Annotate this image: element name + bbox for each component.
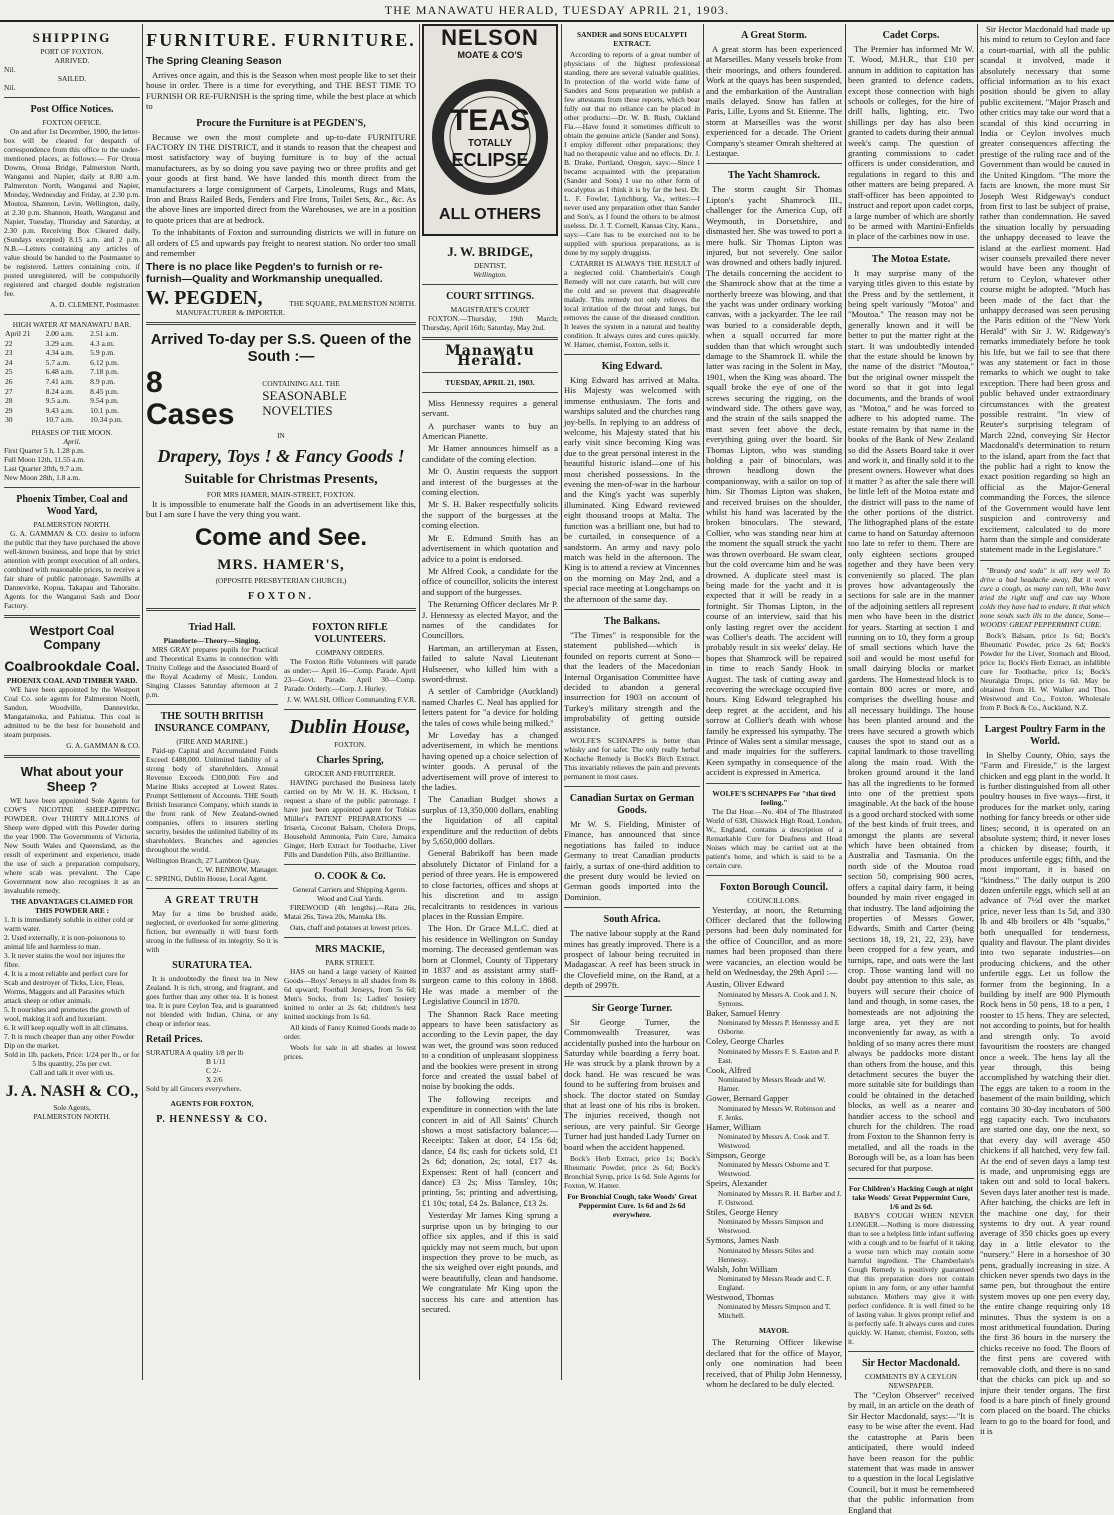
motoa-body: It may surprise many of the varying titles given to this estate by the Press and by the settlement, it being spelt variously "Motoa" and "Moutoa." The reason may not be generally known and it will be better to put the matter right at the start. It was undoubtedly intended that the estate should be known by the name of the district "Moutoa," but the original owner misspelt the word so that it got into legal documents, and the brands of wool as "Motoa," and he was forced to adhere to his adopted name. The estate remains by that name in the books of the Bank of New Zealand so did the Assets Board take it over and work it, and finally sold it to the present owners. However what does it matter ? as after the sale there will be little left of the Motoa estate and the district will pass to the name of the other portions of the district. The lithographed plans of the estate came to hand on Saturday afternoon too late to refer to them. There are only eighteen sections grouped together and they have been very conveniently so placed. The plan proves how advantageously the sections for sale are in the manner of the adjoining settlers all represent men who have been in the district for years. Starting at section 1 and running on to 10, they form a group of small sections which have the soil and would be most useful for small dairying blocks or market gardens. The Homestead block is to contain 800 acres or more, and comprises the dwelling house and all necessary buildings. The house has been planted around and the trees have secured a growth which causes the spot to stand out as a capital landmark to those travelling along the main road. With the broken ground around it the land has all the ingredients to be formed into one of the prettiest spots imaginable. At the back of the house is a good orchard stocked with some of the best kinds of fruit trees, and amongst the plants are several which have been obtained from Australia and Tasmania. On the north side of the Moutoa road section 50, comprising 900 acres, offers a capital dairy farm, it being bounded by main river engaged in that industry. The land adjoining the properties of Messrs Gower, Edwards, Smith and Carter (being sections 18, 19, 21, 22, 23), have been cropped for a few years, and turnips, rape, and oats were the last crop. Those wanting land will no doubt pay attention to this sale, as buyers will secure their choice of land and though, in some cases, the homesteads are not adjoining the large area, yet they are not inconveniently far away, as with a holding of so many acres there must always be paddocks more distant than others from the house, and this detachment secures the buyer the more suitable site for buildings than could be obtained in the detached blocks, as well as a nearer and handier access to the school and church for the children. The road from Foxton to the Shannon ferry is metalled, and all the roads in the Borough will be, as a loan has been secured for that purpose. [848,267,974,1173]
foxton-body: To the inhabitants of Foxton and surrounding districts we will in future on all orders of £5 and upwards pay freight to nearest station. No order too small and remember [146,227,416,259]
pegden-name: W. PEGDEN, [146,286,263,309]
local-item: The Hon. Dr Grace M.L.C. died at his residence in Wellington on Sunday morning. The deceased gentleman was born at Clonmel, County of Tipperary in 1837 and as assistant army staff-surgeon came to this colony in 1868. He was made a member of the Legislative Council in 1870. [422,923,558,1007]
nominee-name: Gower, Bernard Gapper [706,1093,789,1104]
south-british-body: Paid-up Capital and Accumulated Funds Exceed £488,000. Unlimited liability of a strong body of shareholders. Annual Revenue Exceeds £300,000. Fire and Marine Risks accepted at Lowest Rates. Prompt Settlement of Accounts. THE South British Insurance Company, which stands in the front rank of New Zealand-owned companies, offers to insurers sterling security, besides the unlimited liability of its shareholders. Branches and agencies throughout the world. [146,746,278,855]
bridge-role: DENTIST, [473,261,507,270]
nelson-all: ALL OTHERS [439,206,541,224]
advantage-item: 7. It is much cheaper than any other Powder Dip on the market. [4,1031,135,1050]
local-item: The following receipts and expenditure in connection with the late concert in aid of All Saints' Church shows a most satisfactory balance:—Receipts: Taken at door, £4 15s 6d; dance, £4 8s; cash for tickets sold, £1 2s 6d; donation, 2s; total, £17 4s. Expenses: Rent of hall (concert and dance) £3 2s; Miss Tansley, 10s; printing, 5s; printing and advertising, £1 10s; total, £4 2s. Balance, £13 2s. [422,1093,558,1208]
grocer-line: GROCER AND FRUITERER. [304,769,396,779]
advantage-item: 4. It is a most reliable and perfect cure for Scab and destroyer of Ticks, Lice, Fleas, Worms, Maggots and all Parasites which attack sheep or other animals. [4,968,128,1005]
bock-balsam: Bock's Balsam, price 1s 6d; Bock's Rheumatic Powder, price 2s 6d; Bock's Powder for the Liver, Stomach and Blood, price 1s; Bock's Herb Extract, an infallible cure for Toothache, price 1s; Bock's Neuralgia Drops, price 1s 6d. May be obtained from H. W. Walker and Thos. Westwood and Co., Foxton. Wholesale from P. Bock & Co., Auckland, N.Z. [980,630,1110,712]
divider [422,372,558,373]
column-3 [422,24,558,1380]
divider [848,247,974,248]
nominator-line: Nominated by Messrs F. S. Easton and P. East. [718,1046,840,1065]
tide-row: 24 5.7 a.m. 6.12 p.m. [5,357,119,367]
nominator-line: Nominated by Messrs A. Cook and T. Westwood. [718,1131,830,1150]
triad-title: Triad Hall. [188,622,236,634]
timber-title: Phoenix Timber, Coal and Wood Yard, [16,493,128,517]
moon-line: New Moon 28th, 1.8 a.m. [4,472,80,482]
tide-row: 30 10.7 a.m. 10.34 p.m. [5,415,123,425]
cook-yards: Wood and Coal Yards. [316,894,384,904]
suitable-line: Suitable for Christmas Presents, [184,471,378,487]
motoa-title: The Motoa Estate. [871,253,951,265]
wolfe-body: The Dat Hear.—No. 404 of The Illustrated World of 638, Chiswick High Road, London, W., England, contains a description of a Remarkable Cure for Deafness and Head Noises which may be carried out at the patient's home, and which is said to be a certain cure. [706,806,842,870]
court-title: COURT SITTINGS. [446,291,534,302]
nelson-totally-text: TOTALLY [467,138,513,150]
wolfe-body: WOLFE'S SCHNAPPS is better than whisky and for safer. The only really herbal Kochache Remedy is Bock's Birch Extract. This invariably relieves the pain and prevents permanent in most cases. [564,736,700,781]
nash-title: J. A. NASH & CO., [5,1082,139,1100]
column-rule [419,24,420,1380]
oats-line: Oats, chaff and potatoes at lowest prices. [290,923,411,933]
wellington-branch: Wellington Branch, 27 Lambton Quay. [146,856,261,866]
column-2 [146,24,416,1380]
nominee-name: Symons, James Nash [706,1235,779,1246]
local-item: Yesterday Mr James King sprung a surprise upon us by bringing to our office six apples, and if this is said quickly may not seem much, but upon inspection they prove to be much, as the six weighed over eight pounds, and were beautifully, clean and handsome. We congratulate Mr King upon the success his care and attention has secured. [422,1210,558,1314]
charles-spring: Charles Spring, [316,755,384,767]
local-item: Hartman, an artilleryman at Essen, failed to salute Naval Lieutenant Hulseener, who killed him with a sword-thrust. [422,642,558,684]
king-title: King Edward. [601,361,663,372]
nash-place: PALMERSTON NORTH. [33,1111,111,1121]
local-item: A settler of Cambridge (Auckland) named Charles C. Neal has applied for letters patent for "a device for holding the tales of cows while being milked." [422,686,558,728]
nominee-name: Speirs, Alexander [706,1178,768,1189]
divider [706,163,842,164]
column-4 [564,24,700,1380]
herald-title: Manawatu Herald. [445,343,535,370]
mackie-wools: Wools for sale in all shades at lowest prices. [284,1043,416,1062]
tide-row: April 21 2.00 a.m. 2.51 a.m. [5,329,119,338]
mayor-title: MAYOR. [759,1326,789,1336]
phoenix-line: PHOENIX COAL AND TIMBER YARD. [6,675,138,685]
port-line: PORT OF FOXTON. [40,47,104,56]
nil-sailed: Nil. [4,83,16,92]
timber-body: G. A. GAMMAN & CO. desire to inform the public that they have purchased the above well-known business, and hope that by strict attention with prompt execution of all orders, combined with reasonable prices, to receive a fair share of public patronage. Sawmills at Dannevirke, Kopua, Takapau and Tahoraite. Agents for the Wanganui Sash and Door Factory. [4,528,140,610]
sheep-body: WE have been appointed Sole Agents for COW'S NICOTINE SHEEP-DIPPING POWDER. Over THIRTY MILLIONS of Sheep were dipped with this Powder during the year 1900. The Governments of Victoria, New South Wales and Queensland, as the result of experiment and experience, made the use of such a preparation compulsory, where scab was prevalent. The Cape Government now also recognises it as an invaluable remedy. [4,795,140,895]
canadian-title: Canadian Surtax on German Goods. [569,793,695,816]
nelson-teas-text: TEAS [449,104,531,138]
pegden-block [146,288,416,308]
column-5 [706,24,842,1389]
south-british-title: THE SOUTH BRITISH INSURANCE COMPANY, [154,711,270,735]
truth-title: A GREAT TRUTH [164,895,260,907]
divider [706,875,842,876]
divider [848,1178,974,1179]
advantages-title: THE ADVANTAGES CLAIMED FOR THIS POWDER ARE : [10,896,134,915]
balkans-body: "The Times" is responsible for the statement published—which is founded on reports current at Sono—that the leaders of the Macedonian Internal Organisation Committee have decided to abandon a general insurrection for 1903 on account of Turkey's military strength and the improbability of getting outside assistance. [564,629,700,734]
company-orders: COMPANY ORDERS. [315,648,385,658]
tide-row: 25 6.48 a.m. 7.18 p.m. [5,367,119,377]
procure-line: Procure the Furniture is at PEGDEN'S, [196,117,366,129]
rifle-body: The Foxton Rifle Volunteers will parade as under:— April 16—Comp. Parade. April 23—Govt. Parade. April 30—Comp. Parade. Orderly.—Corp. J. Hurley. [284,657,416,694]
westport-sign: G. A. GAMMAN & CO. [66,740,140,750]
retail-line: SURATURA A quality 1/8 per lb [146,1048,244,1058]
mackie-body: HAS on hand a large variety of Knitted Goods—Boys' Jerseys in all shades from 8s 6d upward; Football Jerseys, from 5s 6d; Men's Socks, from 1s; Ladies' hosiery knitted to order at 2s 6d; children's best knitted stockings from 1s 6d. [284,967,416,1022]
sander-title: SANDER and SONS EUCALYPTI EXTRACT. [576,30,687,48]
nelson-tea-advert [422,24,558,236]
ceylon-title: COMMENTS BY A CEYLON NEWSPAPER. [865,1372,957,1391]
mackie-fancy: All kinds of Fancy Knitted Goods made to order. [284,1023,416,1042]
column-rule [703,24,704,1380]
local-item: Mr Hamer announces himself as a candidate of the coming election. [422,443,558,464]
sheep-title: What about your Sheep ? [20,763,124,794]
column-7 [980,24,1110,1437]
nil-arrived: Nil. [4,65,16,74]
nominee-list [706,979,842,1320]
spring-body: Arrives once again, and this is the Season when most people like to set their house in order. There is a time for everything, and THE BEST TIME TO FURNISH OR RE-FURNISH is the spring time, while the best place at which to [146,70,416,112]
agents-title: AGENTS FOR FOXTON, [170,1099,254,1109]
advantage-item: 1. It is immediately soluble in either cold or warm water. [4,914,134,933]
containing-line: CONTAINING ALL THE [262,379,340,388]
bridge-title: J. W. BRIDGE, [447,244,533,259]
nominee-name: Walsh, John William [706,1263,778,1274]
post-office-body: On and after 1st December, 1900, the letter-box will be cleared for despatch of correspondence from this office to the under-mentioned places, as follows:— For Oroua Downs, Oroua Bridge, Palmerston North, Wanganui and Napier, daily at 8.80 a.m. Palmerston North, Wanganui and Napier, Monday, Wednesday and Friday, at 2.30 p.m. Moutoa, Shannon, Levin, Wellington, daily, at 2.30 p.m. Shannon, Heath, Wanganui and Napier, Tuesday, Thursday and Saturday, at 2.30 p.m. Receiving Box Cleared daily, (Sundays excepted) 8.15 a.m. and 2 p.m. N.B.—Letters containing any articles of value should be handed to the Postmaster to be registered. Letters containing coin, if posted unregistered, will be compulsorily registered and charged double registration fee. [4,127,140,298]
opposite-line: (OPPOSITE PRESBYTERIAN CHURCH,) [215,576,347,586]
tide-title: HIGH WATER AT MANAWATU BAR. [12,320,132,329]
nominee-name: Stiles, George Henry [706,1206,779,1217]
call-line: Call and talk it over with us. [30,1067,114,1077]
local-item: General Babrikoff has been made absolutely Dictator of Finland for a period of three years. He is empowered to close factories, offices and shops at his discretion and to assign recalcitrants to residences in various places in the Russian Empire. [422,848,558,921]
king-body: King Edward has arrived at Malta. His Majesty was welcomed with immense enthusiasm. The forts and warships saluted and the churches rang joy-bells. In replying to an address of welcome, his Majesty stated that his early visit since becoming King was due to the great personal interest in the beautiful historic island—one of his most cherished possessions. In the evening the men-of-war in the harbour and the King's yacht was superbly illuminated. King Edward reviewed eight thousand troops at Malta. The function was a brilliant one, but had to be curtailed, in consequence of a sandstorm. An army and navy polo match was held in the afternoon. The King is to attend a review at Vincennes on the morning on May 2nd, and a special race meeting at Longchamps on the afternoon of the same day. [564,375,700,604]
cases-detail [262,379,416,418]
divider [146,608,416,611]
arrived-title: Arrived To-day per S.S. Queen of the South :— [150,330,412,365]
mackie-street: PARK STREET. [325,958,375,968]
local-item: Mr Alfred Cook, a candidate for the office of councillor, solicits the interest and support of the burgesses. [422,565,558,597]
nelson-co: MOATE & CO'S [457,50,523,60]
poultry-body: In Shelby County, Ohio, says the "Farm and Fireside," is the largest chicken and egg plant in the world. It is further distinguished from all other poultry houses in five ways—first, it produces for the market only, caring nothing for fancy breeds or other side lines; second, it is operated on an absolute system; third, it never loses a chicken by disease; fourth, it produces unfertile eggs; fifth, and the most important, it is based on "kindness." The daily output is 200 dozen unfertile eggs, which sell at an advance of 7½d over the market price, never less than 1s 5d, and 330 lb and 4lb broilers or 4lb "squabs," both unequalled for tenderness, quality and flavour. The plant divides into two separate industries—on producing chickens, and the other unfertile eggs. Let us follow the former from the beginning. In a building by itself are 900 Plymouth Rock hens in 50 pens, 18 to a pen, 1 rooster to 15 hens. They are selected, not according to points, but for health and strength only. To avoid favouritism the roosters are changed once a week. The hens lay all the year through, this being accomplished by watching their diet. The eggs are taken to a room in the basement of the main building, which contains 30 30-day incubators of 500 egg capacity each. Two incubators are started one day, one the next, so that every day will average 450 chickens if all hatched, very few fail. At the end of seven days a lamp test is made, and unpromising eggs are taken out and sold to local bakers. Seven days later another test is made. After hatching, the chicks are left in the machine one day, for their systems to dry out. A year round average of 350 chicks goes up every day in a little elevator to the "nursery." Here in a horseshoe of 30 pens, gradually increasing in size. A chicken never spends two days in the same pen, but throughout the entire system moves up one pen every day, the entire change requiring only 18 minutes. Thus the system is on a most arithmetical foundation. During the first 36 hours in the nursery the chicks receive no food. The floors of the first pens are covered with removable cloth, and there is no sand that the chicks can pick up and so injure their tender organs. The first food is a bare pinch of finely ground corn placed on the board. The chicks learn to go to the board for food, and it is [980,749,1110,1437]
retail-line: X 2/6 [206,1075,223,1085]
cadet-body: The Premier has informed Mr W. T. Wood, M.H.R., that £10 per annum in addition to capitation has been granted to defence cadets, except those connection with high schools or colleges, for the hire of drill halls, lighting, etc. Two shillings per day has also been granted to cadets during their annual week's camp. The question of granting commissions to cadet officers is under consideration, and regulations in regard to this and other matters are being prepared. A staff-officer has been appointed to instruct and report upon cadet corps, a large number of which are shortly to be armed with Martini-Enfields in place of the carbines now in use. [848,44,974,242]
cases-row [146,367,416,431]
nominator-line: Nominated by Messrs Simpson and Westwood. [718,1217,824,1236]
advantage-item: 5. It nourishes and promotes the growth of wool, making it soft and luxuriant. [4,1004,130,1023]
storm-title: A Great Storm. [741,30,807,41]
divider [4,615,140,618]
moon-title: PHASES OF THE MOON. [31,427,113,437]
nominee-name: Baker, Samuel Henry [706,1007,780,1018]
local-item: Mr Loveday has a changed advertisement, in which he mentions having opened up a choice selection of winter goods. A perusal of the advertisement will prove of interest to the ladies. [422,730,558,793]
nelson-eclipse-text: ECLIPSE [451,150,529,171]
bridge-place: Wellington. [473,270,507,279]
sander-body: According to reports of a great number of physicians of the highest professional standing, there are several valuable qualities. In protection of the world wide fame of Sanders and Sons preparation we publish a few attestants from these reports, which bear fully out that no reliance can be placed in other products:—Dr. W. B. Rush, Oakland Fla.—Have found it sometimes difficult to obtain the genuine article (Sander and Sons). I employ different other preparations; they had no therapeutic value and no effects. Dr. J. B. Drake, Portland, Oregon, says:—Since I became acquainted with the preparation (Sander and Sons) I use no other form of eucalyptus as I think it is by far the best. Dr. L. F. Fowler, Lynchburg, Va., writes:—I never used any preparation other than Sander and Son's, as I found the others to be almost useless. Dr. J. T. Cornell, Kansas City, Kans., says:—Care has to be exercised not to be supplied with spurious preparations, as is done by my supply druggists. [564,50,700,257]
column-rule [977,24,978,1380]
nominator-line: Nominated by Messrs Osborne and T. Westwood. [718,1160,830,1179]
divider [848,1351,974,1352]
nominator-line: Nominated by Messrs Reade and C. F. England. [718,1273,832,1292]
turner-title: Sir George Turner. [591,1002,673,1014]
procure-body: Because we own the most complete and up-to-date FURNITURE FACTORY IN THE DISTRICT, and it stands to reason that the cheapest and most satisfactory way of buying furniture is to buy of the actual manufacturers, as by so doing you save paying two or three profits and get your goods at first hand. We have landed this month direct from the manufacturers a large consignment of Carpets, Linoleums, Rugs and Mats, Iron and Brass Railed Beds, Fenders and Fire Irons, Toilet Sets, &c., &c. As the above lines are imported direct from the Warehouses, we are in a position to quote prices that are at bedrock. [146,131,416,225]
coalbrookdale-title: Coalbrookdale Coal. [4,657,140,674]
postmaster: A. D. CLEMENT, Postmaster. [50,300,140,309]
court-sub: MAGISTRATE'S COURT [450,305,530,314]
mrs-hamer: MRS. HAMER'S, [217,557,345,574]
council-body: Yesterday, at noon, the Returning Officer declared that the following persons had been duly nominated for the office of Councillor, and as more names had been proposed than there were vacancies, an election would be held on Wednesday, the 29th April :— [706,904,842,978]
divider [4,755,140,758]
canadian-body: Mr W. S. Fielding, Minister of Finance, has announced that since negotiations has failed to induce Germany to treat Canadian products fairly, a surtax of one-third addition to the present duty would be levied on German goods imported into the Dominion. [564,819,700,902]
lower-left [146,616,278,1128]
local-item: The Shannon Rack Race meeting appears to have been satisfactory as according to the Levin paper, the day was wet, the ground was soon reduced to a condition of unpleasant sloppiness and the bookies were present in strong force and created the usual babel of noise by booking the odds. [422,1008,558,1092]
spring-agent: C. SPRING, Dublin House, Local Agent. [146,874,268,884]
seasonable-line: SEASONABLE NOVELTIES [262,388,347,418]
nominator-line: Nominated by Messrs A. Cook and J. N. Symons. [718,989,838,1008]
yacht-body: The storm caught Sir Thomas Lipton's yacht Shamrock III., challenger for the America Cup, off Weymouth, in Dorsetshire, and dismasted her. She was towed to port a mere hulk. Sir Thomas Lipton was injured, but not severely. One sailor was drowned and others badly injured. The details concerning the accident to the Shamrock show that at the time a northerly breeze was blowing, and that the yacht was under ordinary working canvas, with a jackyarder. The lee rail was buried to a considerable depth, when a squall occurred far more sudden than that which wrought such damage to the Shamrock II. while the latter was racing in the Solent in May, 1901, when the King was aboard. The squall broke the eye of one of the screws securing the rigging, on the windward side. The others gave way, and the strain of the sails snapped the mast seven feet above the deck, everything going over the board. Sir Thomas Lipton, who was standing holding a pair of binoculars, was thrown headlong down the companionway, with a sailor on top of him. Sir Thomas Lipton was shaken, and received bruises on the shoulder, whilst his hand was lacerated by the broken binoculars. The steward, Collier, who was standing near him at the moment the squall struck the yacht was thrown overboard. He swam clear, but the cold overcame him and he was drowned. A duplicate steel mast is being made for the yacht and it is expected that it will be ready in a fortnight. Sir Thomas Lipton, in the course of an interview, said that his only lasting regret over the accident was Collier's death. The accident will probably result in six weeks' delay. He hopes that Shamrock will be repaired in time to reach Sandy Hook in August. The task of cutting away and recovering the wreckage occupied five hours. King Edward telegraphed his deep regret at the accident, and his sorrow at Collier's death with whose family he expressed his sympathy. The Prince of Wales sent a similar message, and made inquiries for the sufferers. Keen sympathy in consequence of the accident is expressed in America. [706,184,842,778]
post-office-sub: FOXTON OFFICE. [42,118,102,127]
macdonald-title: Sir Hector Macdonald. [862,1358,960,1370]
nominator-line: Nominated by Messrs P. Hennessy and E Osborne. [718,1018,840,1037]
divider [980,560,1110,561]
drapery-line: Drapery, Toys ! & Fancy Goods ! [157,445,405,466]
local-item: Mr O. Austin requests the support and interest of the burgesses at the coming election. [422,466,558,498]
bock-body: Bock's Herb Extract, price 1s; Bock's Rheumatic Powder, price 2s 6d; Bock's Bronchial Syrup, price 1s 6d. Sole Agents for Foxton, W. Hamer. [564,1153,700,1190]
divider [146,704,278,705]
wolfe-title: WOLFE'S SCHNAPPS For "that tired feeling." [712,788,836,807]
advantage-item: 2. Used externally, it is non-poisonous to animal life and harmless to man. [4,932,126,951]
divider [284,864,416,865]
tide-row: 27 8.24 a.m. 8.45 p.m. [5,386,119,396]
suratura-body: It is undoubtedly the finest tea in New Zealand. It is rich, strong, and fragrant, and goes further than any other tea. It is honest tea. It is pure Ceylon Tea, and is guaranteed not blended with Indian, China, or any cheap or inferior teas. [146,974,278,1029]
truth-body: May for a time be brushed aside, neglected, or overlooked for some glittering fiction, but eventually it will burst forth strong in the fullness of its integrity. So it is with [146,909,278,955]
retail-line: B 1/11 [206,1057,226,1067]
court-body: FOXTON.—Thursday, 19th March; Thursday, April 16th; Saturday, May 2nd. [422,314,558,332]
westport-body: WE have been appointed by the Westport Coal Co. sole agents for Palmerston North, Sandon, Woodville, Dannevirke, Mangatainoka, and Pahiatua. This coal is admitted to be the best for household and steam purposes. [4,684,140,739]
south-british-sub: (FIRE AND MARINE.) [176,737,248,747]
tide-row: 26 7.41 a.m. 8.9 p.m. [5,376,116,386]
timber-place: PALMERSTON NORTH. [33,519,111,529]
hennessy: P. HENNESSY & CO. [156,1114,268,1126]
divider [284,709,416,710]
divider [564,786,700,787]
yacht-title: The Yacht Shamrock. [728,170,820,182]
divider [284,937,416,938]
divider [564,996,700,997]
impossible-line: It is impossible to enumerate half the Goods in an advertisement like this, but I am sure I have the very thing you want. [146,498,416,519]
tide-row: 28 9.5 a.m. 9.54 p.m. [5,396,119,406]
in-word: IN [277,430,285,440]
divider [146,888,278,889]
masthead: THE MANAWATU HERALD, TUESDAY APRIL 21, 1903. [0,0,1114,22]
nominee-name: Hamer, William [706,1121,761,1132]
south-africa-title: South Africa. [603,914,661,926]
divider [4,487,140,488]
nominator-line: Nominated by Messrs R. H. Barber and J. F. Ostwood. [718,1188,842,1207]
divider [564,609,700,610]
shipping-title: SHIPPING [32,30,112,45]
suratura-title: SURATURA TEA. [172,960,252,972]
cook-title: O. COOK & Co. [314,871,386,883]
tide-row: 23 4.34 a.m. 5.9 p.m. [5,348,116,358]
dublin-foxton: FOXTON. [334,740,366,750]
nominee-name: Austin, Oliver Edward [706,979,785,990]
divider [980,717,1110,718]
no-place-line: There is no place like Pegden's to furnish or re-furnish—Quality and Workmanship unequalled. [146,260,383,285]
spring-title: The Spring Cleaning Season [146,56,282,67]
divider [422,392,558,393]
sailed-label: SAILED. [57,74,87,83]
local-item: Mr E. Edmund Smith has an advertisement in which quotation and advice to a point is endorsed. [422,532,558,564]
moon-month: April. [63,436,81,446]
furniture-title: FURNITURE. FURNITURE. [146,30,416,50]
come-see: Come and See. [194,524,368,552]
nominee-name: Westwood, Thomas [706,1291,774,1302]
dublin-body: HAVING purchased the Business lately carried on by Mr W. H. K. Hickson, I request a share of the public patronage. I have just been appointed agent for Tobias Müller's PATENT PREPARATIONS — Iriseria, Coconut Balsam, Cholera Drops, Household Ammonia, Pain Cure, Jamaica Ginger, Herb Extract for Toothache, Liver Pills and Dandelion Pills, also Brilliantine. [284,778,416,860]
divider [146,322,416,325]
hector-continued: Sir Hector Macdonald had made up his mind to return to Ceylon and face a court-martial, with all the public scandal it involved, made it absolutely necessary that some official information as to his exact position should be given to allay public excitement. "Major Prasch and other critics may take our word that a scandal of this kind occurring in India or Ceylon involves much greater consequences affecting the prestige of the ruling race and of the Government than would be caused in the United Kingdom. "The more the facts are known, the more must Sir Joseph West Ridgeway's conduct from first to last be subject of praise, rather than condemnation. He saved the situation locally by persuading the unhappy deceased to leave the island at the earliest moment. Had wiser counsels prevailed there never would have been any thought of return to Ceylon, whatever other course might be adopted. "Much has been made of the fact that the unhappy deceased was seen perusing the Paris edition of the "New York Herald" with Sir J. W. Ridgeway's remarks immediately before he took his life, but we fail to see that there was any statement or fact in those remarks to which we ought to take exception. There had been gross and public behaved under extraordinary circumstances with the greatest possible restraint. "In view of Reuter's surprising telegram of March 22nd, conveying Sir Hector Macdonald's determination to return to the island, apart from the fact that the public had a right to know the exact position regarding so high an official as the Major-General commanding the Forces, the silence of the Government would have lent suspicion and controversy and excitement, calculated to do more harm than the simple and considerate statement made in the Legislature." [980,24,1110,555]
column-rule [142,24,143,1380]
divider [706,783,842,784]
retail-title: Retail Prices. [146,1034,203,1046]
column-1 [4,24,140,1380]
turner-body: Sir George Turner, the Commonwealth Treasurer, was accidentally pushed into the harbour on Saturday while boarding a ferry boat. He was struck by a plank thrown by a dock hand. He was rescued he was found to be suffering from bruises and shock. The doctor stated on Sunday that at least one of his ribs is broken. The injuries received, though not serious, are very painful. Sir George Turner had just handed Lady Turner on board when the accident happened. [564,1016,700,1152]
council-title: Foxton Borough Council. [720,881,828,893]
triad-body: MRS GRAY prepares pupils for Practical and Theoretical Exams in connection with Trinity College and the Associated Board of the Royal Academy of Music, London. Singing Classes Saturday afternoon at 2 p.m. [146,645,278,700]
local-item: Miss Hennessy requires a general servant. [422,397,558,419]
benbow: C. W. BENBOW, Manager. [196,865,278,875]
moon-line: Last Quarter 20th, 9.7 a.m. [4,463,84,473]
nominee-name: Simpson, George [706,1149,766,1160]
storm-body: A great storm has been experienced at Marseilles. Many vessels broke from their moorings, and others foundered. Work at the quays has been suspended, and the embarkation of the Australian mails delayed. Snow has fallen at Paris, Lille, Lyons and St. Etienne. The storm at Marseilles was the worst experienced for a decade. The Orient Company's steamer Omrah sheltered at Lestaque. [706,44,842,159]
eclipse-sun-icon [424,62,556,212]
retail-line: C 2/- [206,1066,221,1076]
sold-line: Sold in 1lb. packets, Price: 1/24 per lb., or for 5 lbs quantity, 25s per cwt. [4,1049,140,1068]
divider [564,354,700,355]
column-rule [561,24,562,1380]
tide-row: 22 3.29 a.m. 4.3 a.m. [5,338,115,348]
divider [422,284,558,285]
dublin-title: Dublin House, [289,716,411,739]
firewood-line: FIREWOOD (4ft lengths).—Rata 26s, Matai 26s, Tawa 20s, Manuka 18s. [284,903,416,922]
lower-two-columns [146,616,416,1128]
catarrh-body: CATARRH IS ALWAYS THE RESULT of a neglected cold. Chamberlain's Cough Remedy will not cure catarrh, but will cure the cold and so prevent that disagreeable malady. This remedy not only relieves the local irritation of the throat and lungs, but removes the cause of the diseased condition. It leaves the system in a natural and healthy condition. It always cures and cures quickly. W. Hamer, chemist, Foxton, sells it. [564,259,700,349]
westport-title: Westport Coal Company [29,623,115,652]
eight-cases: 8 Cases [146,365,235,431]
local-item: A purchaser wants to buy an American Pianette. [422,420,558,442]
whooping-title: For Children's Hacking Cough at night take Woods' Great Peppermint Cure, 1/6 and 2s 6d. [849,1184,973,1212]
foxton-rifle-title: FOXTON RIFLE VOLUNTEERS. [312,622,388,646]
cadet-title: Cadet Corps. [882,30,940,41]
nominator-line: Nominated by Messrs Reade and W. Hamer. [718,1075,826,1094]
cook-sub: General Carriers and Shipping Agents. [292,885,408,895]
tide-row: 29 9.43 a.m. 10.1 p.m. [5,405,119,415]
nominator-line: Nominated by Messrs Stiles and Hennessy. [718,1245,814,1264]
moon-line: Full Moon 12th, 11.55 a.m. [4,454,86,464]
ceylon-body: The "Ceylon Observer" received by mail, in an article on the death of Sir Hector Macdonald, says:—"It is easy to be wise after the event. Had the catastrophe at Paris been anticipated, there would indeed have been reason for the public statement that was made in answer to a question in the local Legislative Council, but it must be remembered that the public information from England that [848,1390,974,1515]
mayor-body: The Returning Officer likewise declared that for the office of Mayor, only one nomination had been received, that of Philip John Hennessy, whom he declared to be duly elected. [706,1337,842,1389]
tide-table [4,329,140,425]
divider [4,97,140,98]
nelson-top: NELSON [441,25,539,50]
moon-line: First Quarter 5 h, 1.28 p.m. [4,445,85,455]
arrived-label: ARRIVED. [54,56,90,65]
cough-poem: "Brandy and soda" is all very well To drive a bad headache away, But it won't cure a cough, as many can tell, Who have tried the right stuff and can say Whom colds they have had to endure, It that which none sends such ills to the dance, Some— WOODS' GREAT PEPPERMINT CURE. [980,565,1110,629]
nominee-name: Coley, George Charles [706,1036,784,1047]
pegden-role: MANUFACTURER & IMPORTER. [176,307,285,317]
walsh: J. W. WALSH, Officer Commanding F.V.R. [287,695,416,705]
mackie-title: MRS MACKIE, [315,944,385,956]
advantage-item: 6. It will keep equally well in all climates. [4,1022,129,1032]
nominator-line: Nominated by Messrs Simpson and T. Mitchell. [718,1302,831,1321]
date-line: TUESDAY, APRIL 21, 1903. [445,377,535,387]
council-sub: COUNCILLORS. [747,895,801,905]
south-africa-body: The native labour supply at the Rand mines has greatly improved. There is a prospect of labour being recruited in Madagascar. A reef has been struck in the Clovefield mine, on the Rand, at a depth of 2997ft. [564,928,700,991]
local-item: The Returning Officer declares Mr P. J. Hennessy as elected Mayor, and the names of the candidates for Councillors. [422,599,558,641]
local-item: Mr S. H. Baker respectfully solicits the support of the burgesses at the coming election. [422,499,558,531]
local-item: The Canadian Budget shows a surplus of 13,350,000 dollars, enabling the liquidation of all capital expenditure and the reduction of debts by 5,650,000 dollars. [422,794,558,847]
sold-grocers: Sold by all Grocers everywhere. [146,1084,242,1094]
column-rule [845,24,846,1380]
advantage-item: 3. It never stains the wool nor injures the fibre. [4,950,125,969]
hamer-for: FOR MRS HAMER, MAIN-STREET, FOXTON. [206,489,356,499]
column-6 [848,24,974,1515]
nash-sub: Sole Agents, [53,1102,91,1112]
poultry-title: Largest Poultry Farm in the World. [984,723,1106,747]
whooping-body: BABY'S COUGH WHEN NEVER LONGER.—Nothing is more distressing than to see a helpless little infant suffering with a cough and to be fearful of it taking a worse turn which may contain some harmful ingredient. The Chamberlain's Cough Remedy is positively guaranteed that this preparation does not contain opium in any form, or any other harmful substance. Mothers may give it with perfect confidence. It is well fitted to be of lasting value. It gives prompt relief and is perfectly safe. It always cures and cures quickly. W. Hamer, chemist, Foxton, sells it. [848,1211,974,1347]
divider [4,314,140,315]
pegden-addr: THE SQUARE, PALMERSTON NORTH. [289,298,416,308]
nominee-name: Cook, Alfred [706,1064,751,1075]
foxton-line: FOXTON. [247,591,315,603]
post-office-title: Post Office Notices. [30,104,114,115]
divider [422,337,558,340]
lower-right [284,616,416,1128]
balkans-title: The Balkans. [603,615,661,627]
triad-sub: Pianoforte—Theory—Singing. [163,636,261,646]
divider [564,907,700,908]
nominator-line: Nominated by Messrs W. Robinson and F. Jenks. [718,1103,836,1122]
bronchial-line: For Bronchial Cough, take Woods' Great Peppermint Cure. 1s 6d and 2s 6d everywhere. [567,1191,697,1219]
